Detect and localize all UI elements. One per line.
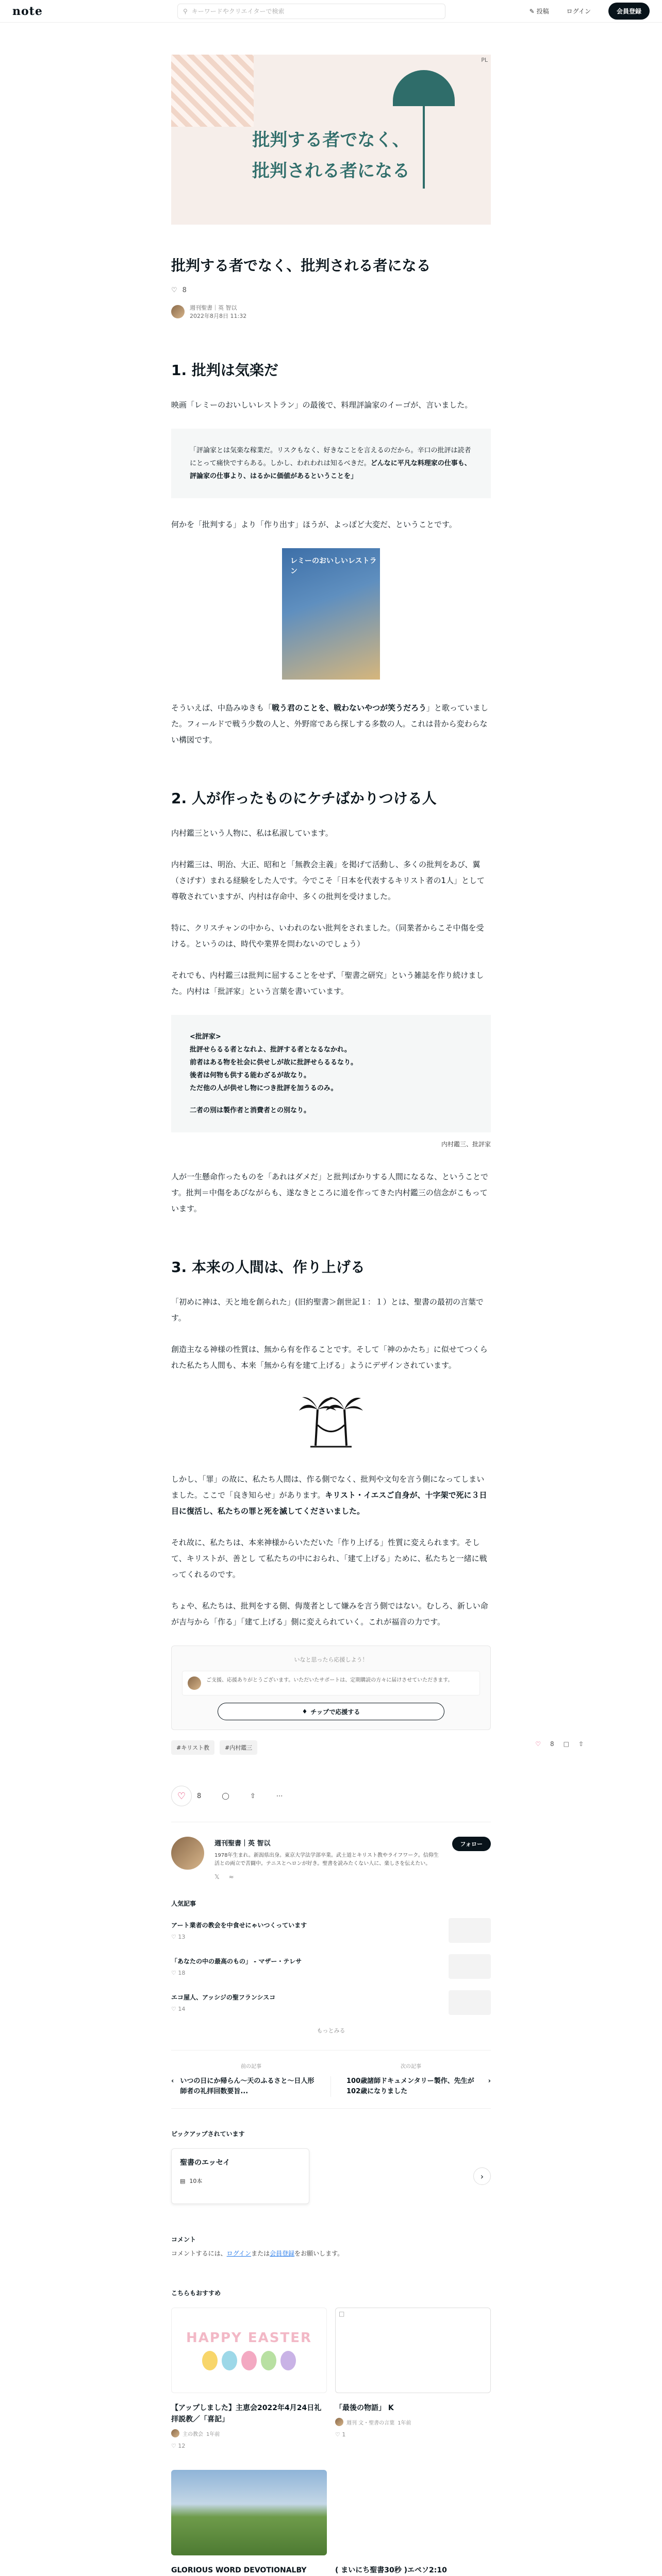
gospel-emphasis: キリスト・イエスご自身が、十字架で死に３日目に復活し、私たちの罪と死を滅してくださいました。 — [171, 1490, 487, 1516]
popular-item[interactable]: 「あなたの中の最高のもの」 - マザー・テレサ ♡ 18 — [171, 1954, 491, 1979]
quote-line: 前者はある物を社会に供せしが故に批評せらるるなり。 — [190, 1059, 358, 1066]
tag-list — [171, 1740, 584, 1755]
pattern-decoration — [171, 55, 254, 127]
recommend-card[interactable] — [335, 2470, 491, 2576]
note-logo[interactable]: note — [12, 4, 43, 18]
paragraph: 創造主なる神様の性質は、無から有を作ることです。そして「神のかたち」に似せてつくられた私たち人間も、本来「無から有を建て上げる」ようにデザインされています。 — [171, 1345, 488, 1370]
login-link[interactable]: ログイン — [566, 8, 591, 15]
more-link[interactable]: もっとみる — [317, 2027, 345, 2034]
floating-actions — [535, 1740, 584, 1748]
popular-heading: 人気記事 — [171, 1900, 196, 1907]
avatar[interactable] — [171, 1837, 204, 1870]
profile-bio: 1978年生まれ。新潟県出身。東京大学法学部卒業。武士道とキリスト教やライフワーク。信仰生活との両立で苦闘中。テニスとヘロンが好き。聖書を読みたくない人に、楽しさを伝えたい。 — [214, 1853, 439, 1867]
share-icon[interactable]: ⇧ — [250, 1792, 256, 1800]
like-count: 8 — [197, 1792, 202, 1800]
article-column — [171, 55, 584, 2576]
card-image — [335, 2470, 491, 2555]
tip-icon: ♦ — [302, 1708, 308, 1715]
quote-line: ただ他の人が供せし物につき批評を加うるのみ。 — [190, 1084, 338, 1092]
like-summary — [171, 286, 491, 294]
heart-icon: ♡ — [171, 1970, 176, 1976]
paragraph: 何かを「批判する」より「作り出す」ほうが、よっぽど大変だ、ということです。 — [171, 520, 457, 529]
pickup-heading: ピックアップされています — [171, 2130, 245, 2138]
publish-date: 2022年8月8日 11:32 — [190, 313, 247, 319]
popular-item[interactable]: エコ屋人、アッシジの聖フランシスコ ♡ 14 — [171, 1990, 491, 2015]
tag[interactable]: #キリスト教 — [171, 1740, 214, 1755]
card-image — [171, 2470, 327, 2555]
tag[interactable]: #内村鑑三 — [220, 1740, 257, 1755]
comment-section — [171, 2235, 491, 2258]
eyecatch-badge: PL — [481, 57, 488, 63]
prev-article[interactable]: 前の記事 ‹ いつの日にか帰らん〜天のふるさと〜日人形師者の礼拝回数要旨... — [171, 2062, 331, 2097]
signup-button[interactable]: 会員登録 — [608, 3, 650, 20]
action-bar — [171, 1786, 491, 1822]
paragraph: それ故に、私たちは、本来神様からいただいた「作り上げる」性質に変えられます。そして、キリストが、善とし て私たちの中におられ、「建て上げる」ために、私たちと一緒に戦ってくれるのです。 — [171, 1538, 487, 1579]
quote-text: 「評論家とは気楽な稼業だ。リスクもなく、好きなことを言えるのだから。辛口の批評は読者にとって痛快ですらある。しかし、われわれは知るべきだ。 — [190, 447, 471, 467]
heart-icon: ♡ — [177, 1790, 186, 1802]
heart-icon: ♡ — [171, 2443, 176, 2449]
paragraph: しかし、「罪」の故に、私たち人間は、作る側でなく、批判や文句を言う側になってしまいました。ここで「良き知らせ」があります。キリスト・イエスご自身が、十字架で死に３日目に復活し、私たちの罪と死を滅してくださいました。 — [171, 1475, 487, 1516]
quote-line: 二者の別は製作者と消費者との別なり。 — [190, 1107, 311, 1114]
bookmark-icon[interactable]: □ — [563, 1740, 569, 1748]
lamp-decoration — [393, 70, 455, 106]
follow-button[interactable]: フォロー — [452, 1837, 491, 1851]
eyecatch-line-1: 批判する者でなく、 — [252, 130, 410, 150]
magazine-icon: ▤ — [180, 2177, 186, 2184]
share-icon[interactable]: ⇧ — [578, 1740, 584, 1748]
paragraph: そういえば、中島みゆきも「戦う君のことを、戦わないやつが笑うだろう」と歌っていました。フィールドで戦う少数の人と、外野席であら探しする多数の人。これは昔から変わらない構図です。 — [171, 703, 489, 744]
social-links — [214, 1873, 441, 1880]
avatar — [188, 1676, 201, 1690]
section-heading-2: 2. 人が作ったものにケチばかりつける人 — [171, 790, 437, 807]
quote-line: 批評せらるる者となれよ、批評する者となるなかれ。 — [190, 1046, 351, 1054]
support-subtitle: いなと思ったら応援しよう！ — [294, 1656, 368, 1663]
section-heading-1: 1. 批判は気楽だ — [171, 362, 278, 379]
recommend-card[interactable] — [171, 2308, 327, 2449]
quote-line: <批評家> — [190, 1033, 221, 1041]
quote-line: 後者は何物も供する能わざるが故なり。 — [190, 1072, 311, 1079]
next-article[interactable]: 次の記事 100歳諸師ドキュメンタリー製作、先生が102歳になりました › — [331, 2062, 491, 2097]
magazine-card[interactable]: 聖書のエッセイ ▤ 10本 — [171, 2148, 309, 2204]
author-profile — [171, 1837, 491, 1880]
carousel-next-button[interactable] — [473, 2167, 491, 2185]
blockquote — [171, 429, 491, 498]
pen-icon: ✎ — [529, 8, 535, 15]
x-icon[interactable]: 𝕏 — [214, 1873, 220, 1880]
section-heading-3: 3. 本来の人間は、作り上げる — [171, 1259, 365, 1276]
card-image — [335, 2308, 491, 2393]
more-icon[interactable]: ⋯ — [276, 1792, 283, 1800]
heart-icon: ♡ — [335, 2431, 340, 2438]
recommend-grid — [171, 2308, 491, 2576]
heart-icon[interactable]: ♡ — [171, 286, 177, 294]
floating-like-count: 8 — [550, 1740, 554, 1748]
card-title: ( まいにち聖書30秒 )エペソ2:10 — [335, 2566, 447, 2574]
card-title: 【アップしました】主恵会2022年4月24日礼拝説教／「喜記」 — [171, 2404, 322, 2424]
card-likes: ♡ 1 — [335, 2431, 346, 2438]
chevron-right-icon: › — [488, 2077, 491, 2085]
comment-heading: コメント — [171, 2236, 196, 2243]
recommend-card[interactable] — [335, 2308, 491, 2449]
paragraph: ちょや、私たちは、批判をする側、侮蔑者として嫌みを言う側ではない。むしろ、新しい命が吉与から「作る」「建て上げる」側に変えられていく。これが福音の力です。 — [171, 1601, 488, 1626]
eyecatch-line-2: 批判される者になる — [252, 161, 410, 181]
search-placeholder: キーワードやクリエイターで検索 — [191, 8, 285, 15]
card-title: GLORIOUS WORD DEVOTIONALBY — [171, 2566, 307, 2574]
popular-item[interactable]: アート業者の教会を中食せにゃいつくっています ♡ 13 — [171, 1918, 491, 1943]
paragraph: 特に、クリスチャンの中から、いわれのない批判をされました。（同業者からこそ中傷を受ける。というのは、時代や業界を問わないのでしょう） — [171, 923, 484, 948]
blockquote — [171, 1015, 491, 1132]
header-actions — [529, 3, 650, 20]
rss-icon[interactable]: ≈ — [228, 1873, 234, 1880]
article-title: 批判する者でなく、批判される者になる — [171, 257, 431, 274]
search-icon: ⚲ — [183, 7, 188, 15]
heart-icon[interactable]: ♡ — [535, 1740, 541, 1748]
author-name[interactable]: 週刊聖書｜英 智以 — [190, 304, 237, 311]
thumbnail — [449, 1918, 491, 1943]
heart-icon: ♡ — [171, 2006, 176, 2012]
tip-button[interactable]: ♦ チップで応援する — [218, 1703, 444, 1720]
quote-citation: 内村鑑三、批評家 — [441, 1141, 491, 1148]
card-image: HAPPY EASTER — [171, 2308, 327, 2393]
thumbnail — [449, 1954, 491, 1979]
chevron-left-icon: ‹ — [171, 2077, 174, 2085]
author-row — [171, 303, 491, 320]
paragraph: 「初めに神は、天と地を創られた」(旧約聖書＞創世記１：１）とは、聖書の最初の言葉です。 — [171, 1297, 484, 1323]
card-likes: ♡ 12 — [171, 2443, 186, 2449]
lyric-emphasis: 戦う君のことを、戦わないやつが笑うだろう — [272, 703, 427, 713]
poster-title: レミーのおいしいレストラン — [290, 557, 377, 575]
like-button[interactable] — [171, 1786, 192, 1806]
like-count: 8 — [182, 286, 187, 294]
paragraph: 人が一生懸命作ったものを「あれはダメだ」と批判ばかりする人間になるな、ということです。批判＝中傷をあびながらも、遂なきところに道を作ってきた内村鑑三の信念がこもっています。 — [171, 1172, 489, 1213]
paragraph: 映画「レミーのおいしいレストラン」の最後で、料理評論家のイーゴが、言いました。 — [171, 400, 473, 410]
paragraph: 内村鑑三は、明治、大正、昭和と「無教会主義」を掲げて活動し、多くの批判をあび、翼（さげす）まれる経験をした人です。今でこそ「日本を代表するキリスト者の1人」として尊敬されていますが、内村は存命中、多くの批判を受けました。 — [171, 860, 485, 901]
eyecatch-image — [171, 55, 491, 225]
chevron-right-icon: › — [480, 2171, 484, 2181]
comment-icon[interactable]: ◯ — [222, 1792, 229, 1800]
prev-next-nav — [171, 2050, 491, 2109]
card-author: 週刊 文・聖書の言葉 1年前 — [335, 2418, 491, 2426]
palm-tree-illustration — [295, 1389, 367, 1451]
profile-name[interactable]: 週刊聖書｜英 智以 — [214, 1840, 271, 1848]
login-link[interactable]: ログイン — [226, 2250, 252, 2257]
comment-prompt: コメントするには、ログインまたは会員登録をお願いします。 — [171, 2250, 344, 2257]
search-box[interactable] — [177, 4, 445, 19]
paragraph: それでも、内村鑑三は批判に屈することをせず、「聖書之研究」という雑誌を作り続けました。内村は「批評家」という言葉を書いています。 — [171, 971, 484, 996]
broken-image-icon: □ — [339, 2310, 345, 2317]
pickup-list — [171, 2148, 491, 2204]
post-button[interactable]: ✎ 投稿 — [529, 8, 549, 15]
global-header — [0, 0, 662, 23]
movie-poster-image — [282, 548, 380, 680]
recommend-card[interactable] — [171, 2470, 327, 2576]
paragraph: 内村鑑三という人物に、私は私淑しています。 — [171, 828, 333, 838]
heart-icon: ♡ — [171, 1934, 176, 1940]
support-box — [171, 1646, 491, 1730]
quote-emphasis: どんなに平凡な料理家の仕事も、評論家の仕事より、はるかに価値があるということを」 — [190, 460, 471, 480]
card-title: 「最後の物語」 K — [335, 2404, 394, 2412]
support-message: ご支援、応援ありがとうございます。いただいたサポートは、定期購読の方々に届けさせていただきます。 — [182, 1671, 480, 1696]
card-author: 主の教会 1年前 — [171, 2429, 327, 2437]
avatar[interactable] — [171, 305, 185, 318]
recommend-heading: こちらもおすすめ — [171, 2290, 221, 2297]
signup-link[interactable]: 会員登録 — [270, 2250, 295, 2257]
thumbnail — [449, 1990, 491, 2015]
